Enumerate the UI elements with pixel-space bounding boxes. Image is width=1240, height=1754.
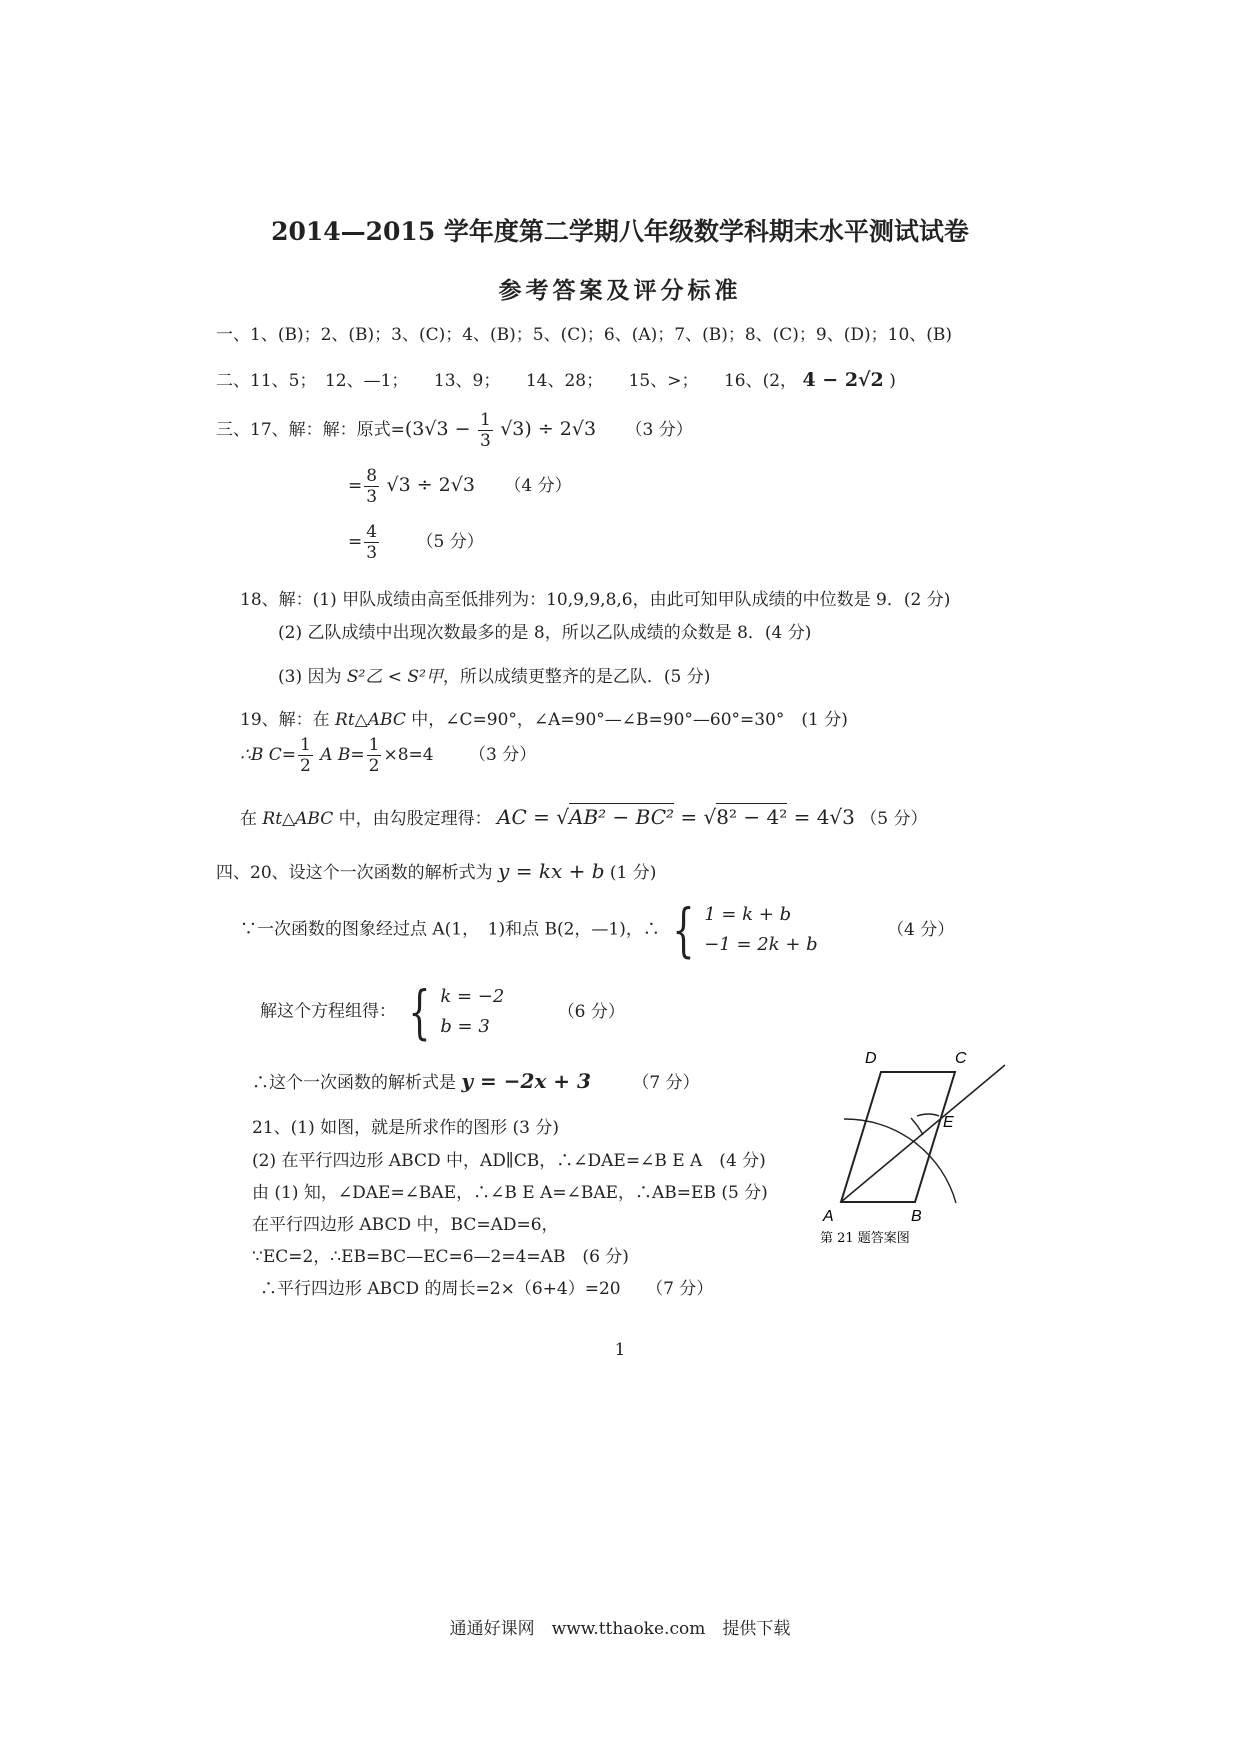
q19-line3-a: 在 — [240, 809, 257, 829]
q20-score4: （7 分） — [632, 1073, 700, 1093]
q20-score1: (1 分) — [609, 863, 657, 883]
q19-line1-b: 中，∠C=90°，∠A=90°—∠B=90°—60°=30° (1 分) — [411, 710, 848, 730]
q20-line1 — [216, 858, 656, 883]
q17-line1 — [216, 410, 693, 451]
q19-fraction1: $\frac{1}{2}$ — [299, 735, 311, 776]
q19-bc: ∴B C= — [240, 745, 296, 765]
q19-line2 — [240, 735, 536, 776]
q18-variance-jia: S²甲 — [407, 667, 443, 687]
q20-formula: y = kx + b — [498, 859, 605, 883]
part2-answers — [216, 366, 896, 391]
q20-system1: 1 = k + b −1 = 2k + b — [704, 904, 818, 955]
q18-line2: (2) 乙队成绩中出现次数最多的是 8，所以乙队成绩的众数是 8．(4 分) — [278, 623, 812, 643]
q19-score2: （3 分） — [468, 745, 537, 765]
figure-caption: 第 21 题答案图 — [820, 1231, 910, 1245]
vertex-label-a: A — [823, 1208, 834, 1225]
q17-score3: （5 分） — [416, 532, 484, 552]
page-title: 2014—2015 学年度第二学期八年级数学科期末水平测试试卷 — [271, 217, 969, 246]
vertex-label-d: D — [865, 1050, 877, 1067]
q17-eq: = — [348, 476, 363, 496]
q20-line4 — [252, 1068, 700, 1093]
q19-line1-a: 19、解：在 — [240, 710, 330, 730]
q20-line3-a: 解这个方程组得： — [260, 1001, 396, 1022]
vertex-label-c: C — [955, 1050, 967, 1067]
q20-final-formula: y = −2x + 3 — [461, 1069, 591, 1093]
q21-line6: ∴平行四边形 ABCD 的周长=2×（6+4）=20 （7 分） — [260, 1279, 714, 1299]
construction-arc-mark1 — [911, 1118, 923, 1135]
part2-close: ) — [889, 371, 896, 391]
q20-line2 — [240, 896, 955, 964]
q21-line5: ∵EC=2，∴EB=BC—EC=6—2=4=AB (6 分) — [252, 1247, 629, 1267]
q19-score3: （5 分） — [860, 809, 928, 829]
q18-line1: 18、解：(1) 甲队成绩由高至低排列为：10,9,9,8,6，由此可知甲队成绩的中位数是 9．(2 分) — [240, 590, 951, 610]
q19-line3-b: 中，由勾股定理得： — [338, 809, 492, 829]
q19-fraction2: $\frac{1}{2}$ — [368, 735, 380, 776]
q18-line3 — [278, 662, 710, 687]
q19-triangle: Rt△ABC — [335, 710, 406, 730]
q20-brace2: { — [408, 978, 431, 1046]
q19-ab: A B= — [320, 745, 365, 765]
footer-credit: 通通好课网 www.tthaoke.com 提供下载 — [449, 1619, 791, 1639]
q17-line3 — [348, 522, 484, 563]
q17-step3-fraction: $\frac{4}{3}$ — [366, 522, 378, 563]
part1-answers: 一、1、(B)；2、(B)；3、(C)；4、(B)；5、(C)；6、(A)；7、(B)；8、(C)；9、(D)；10、(B) — [216, 325, 953, 345]
q18-line3-b: ，所以成绩更整齐的是乙队．(5 分) — [442, 667, 711, 687]
q19-pythagoras: AC = √AB² − BC² = √8² − 4² = 4√3 — [497, 805, 855, 829]
q19-triangle2: Rt△ABC — [262, 809, 334, 829]
q20-line3 — [260, 978, 625, 1046]
parallelogram-figure — [815, 1045, 1025, 1245]
q19-line1 — [240, 705, 848, 730]
q18-variance-yi: S²乙 — [346, 667, 383, 687]
q20-line2-a: ∵一次函数的图象经过点 A(1， 1)和点 B(2，—1)，∴ — [240, 919, 660, 940]
q19-times: ×8=4 — [383, 745, 434, 765]
q17-eq2: = — [348, 532, 363, 552]
q16-answer: 4 − 2√2 — [802, 369, 884, 391]
q18-line3-a: (3) 因为 — [278, 667, 342, 687]
parallelogram-abcd — [841, 1072, 955, 1202]
q21-line3: 由 (1) 知，∠DAE=∠BAE，∴∠B E A=∠BAE，∴AB=EB (5 分) — [252, 1183, 768, 1203]
q17-expr-a: (3√3 − — [404, 418, 471, 440]
q17-fraction: $\frac{1}{3}$ — [479, 410, 491, 451]
construction-arc-large — [844, 1119, 956, 1203]
q20-line4-a: ∴这个一次函数的解析式是 — [252, 1073, 456, 1093]
q21-line1: 21、(1) 如图，就是所求作的图形 (3 分) — [252, 1118, 560, 1138]
vertex-label-b: B — [911, 1208, 922, 1225]
page-subtitle: 参考答案及评分标准 — [498, 277, 742, 304]
q20-score2: （4 分） — [887, 919, 955, 940]
q17-line2 — [348, 466, 572, 507]
q17-step2-fraction: $\frac{8}{3}$ — [366, 466, 378, 507]
q20-brace1: { — [672, 896, 695, 964]
construction-arc-mark2 — [917, 1114, 939, 1116]
part2-items: 二、11、5； 12、—1； 13、9； 14、28； 15、>； 16、(2， — [216, 371, 798, 391]
q17-score1: （3 分） — [625, 420, 693, 440]
q17-expr-b: √3) ÷ 2√3 — [500, 418, 597, 440]
q20-system2: k = −2 b = 3 — [440, 986, 505, 1037]
point-label-e: E — [943, 1114, 954, 1131]
q17-score2: （4 分） — [504, 476, 572, 496]
q18-lt: < — [382, 667, 408, 687]
q20-line1-a: 四、20、设这个一次函数的解析式为 — [216, 863, 493, 883]
page-number: 1 — [614, 1340, 626, 1360]
q17-step2-rest: √3 ÷ 2√3 — [386, 474, 475, 496]
q21-line2: (2) 在平行四边形 ABCD 中，AD∥CB，∴∠DAE=∠B E A (4 分) — [252, 1151, 766, 1171]
q20-score3: （6 分） — [557, 1001, 625, 1022]
q17-label: 三、17、解：解：原式= — [216, 420, 405, 440]
q19-line3 — [240, 804, 928, 829]
q21-line4: 在平行四边形 ABCD 中，BC=AD=6， — [252, 1215, 559, 1235]
